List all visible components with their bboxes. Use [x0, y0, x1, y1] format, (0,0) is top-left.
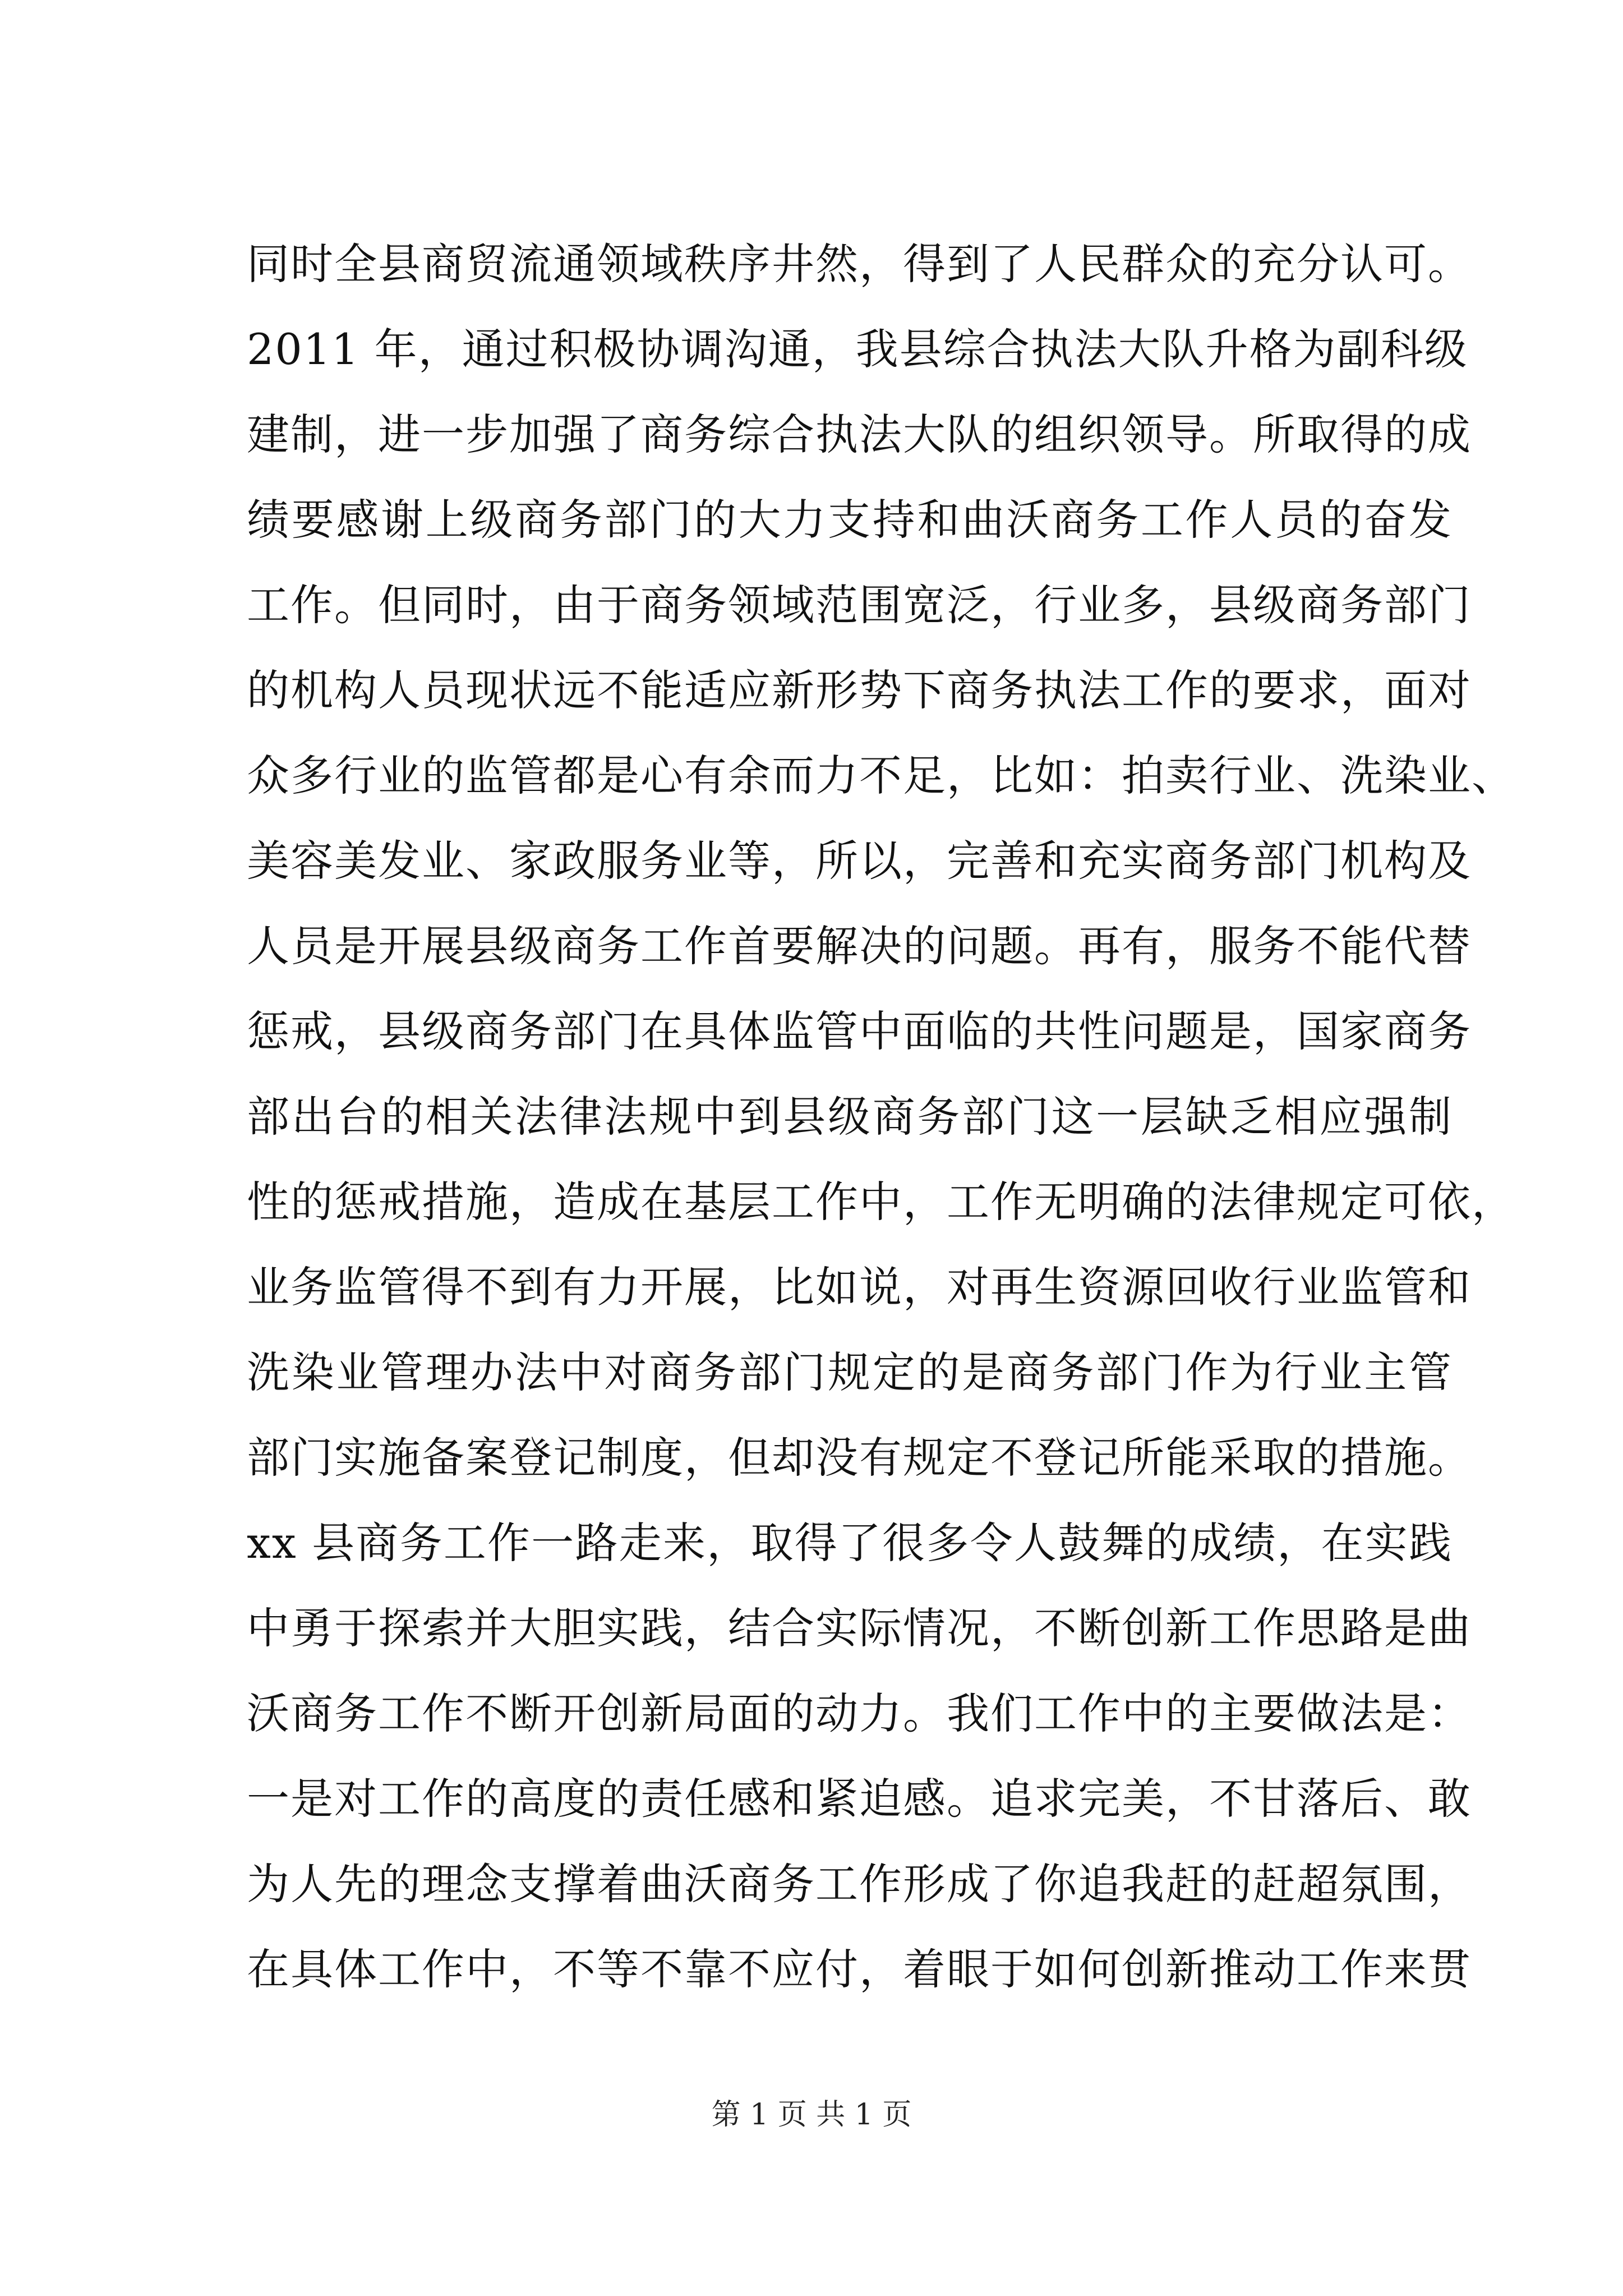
text-line: 惩戒，县级商务部门在具体监管中面临的共性问题是，国家商务: [247, 1006, 1472, 1056]
text-line: 的机构人员现状远不能适应新形势下商务执法工作的要求，面对: [247, 665, 1472, 715]
text-line: xx 县商务工作一路走来，取得了很多令人鼓舞的成绩，在实践: [247, 1518, 1453, 1568]
text-line: 美容美发业、家政服务业等，所以，完善和充实商务部门机构及: [247, 836, 1472, 886]
text-line: 绩要感谢上级商务部门的大力支持和曲沃商务工作人员的奋发: [247, 495, 1453, 545]
text-line: 沃商务工作不断开创新局面的动力。我们工作中的主要做法是：: [247, 1688, 1472, 1738]
text-line: 在具体工作中，不等不靠不应付，着眼于如何创新推动工作来贯: [247, 1944, 1472, 1994]
text-line: 部出台的相关法律法规中到县级商务部门这一层缺乏相应强制: [247, 1092, 1453, 1142]
text-line: 众多行业的监管都是心有余而力不足，比如：拍卖行业、洗染业、: [247, 751, 1515, 800]
text-line: 2011 年，通过积极协调沟通，我县综合执法大队升格为副科级: [247, 324, 1468, 374]
text-line: 建制，进一步加强了商务综合执法大队的组织领导。所取得的成: [247, 409, 1472, 459]
text-line: 性的惩戒措施，造成在基层工作中，工作无明确的法律规定可依，: [247, 1177, 1515, 1227]
text-line: 一是对工作的高度的责任感和紧迫感。追求完美，不甘落后、敢: [247, 1774, 1472, 1824]
text-line: 洗染业管理办法中对商务部门规定的是商务部门作为行业主管: [247, 1347, 1453, 1397]
text-line: 业务监管得不到有力开展，比如说，对再生资源回收行业监管和: [247, 1262, 1472, 1312]
body-text: [247, 222, 1515, 2012]
text-line: 为人先的理念支撑着曲沃商务工作形成了你追我赶的赶超氛围，: [247, 1859, 1472, 1909]
text-line: 中勇于探索并大胆实践，结合实际情况，不断创新工作思路是曲: [247, 1603, 1472, 1653]
page-number-footer: 第 1 页 共 1 页: [711, 2098, 912, 2132]
text-line: 人员是开展县级商务工作首要解决的问题。再有，服务不能代替: [247, 921, 1472, 971]
text-line: 工作。但同时，由于商务领域范围宽泛，行业多，县级商务部门: [247, 580, 1472, 630]
text-line: 部门实施备案登记制度，但却没有规定不登记所能采取的措施。: [247, 1433, 1472, 1483]
text-line: 同时全县商贸流通领域秩序井然，得到了人民群众的充分认可。: [247, 239, 1472, 289]
